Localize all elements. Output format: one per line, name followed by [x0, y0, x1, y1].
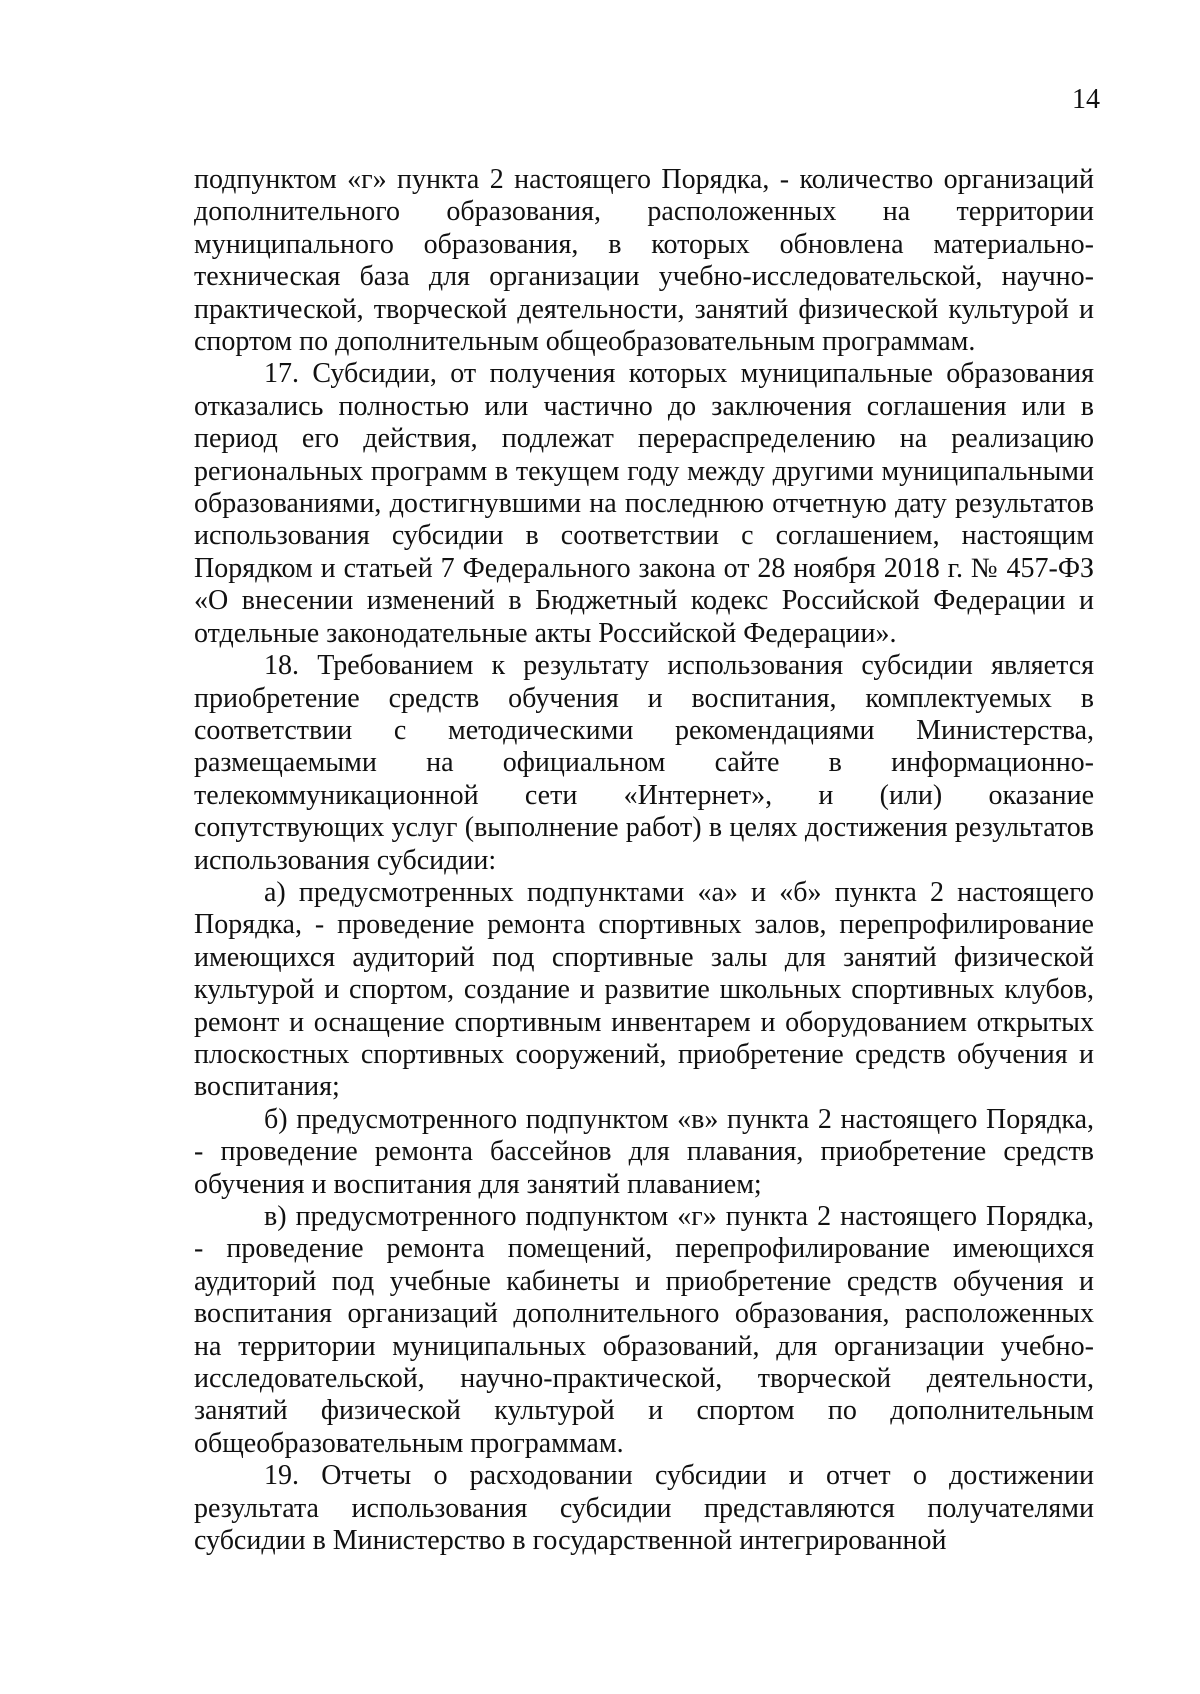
- document-body: [194, 164, 1094, 1557]
- paragraph-18: 18. Требованием к результату использования субсидии является приобретение средств обучения и воспитания, комплектуемых в соответствии с методическими рекомендациями Министерства, размещаемыми на официальном сайте в информационно-телекоммуникационной сети «Интернет», и (или) оказание сопутствующих услуг (выполнение работ) в целях достижения результатов использования субсидии:: [194, 650, 1094, 876]
- paragraph-continuation: подпунктом «г» пункта 2 настоящего Порядка, - количество организаций дополнительного образования, расположенных на территории муниципального образования, в которых обновлена материально-техническая база для организации учебно-исследовательской, научно-практической, творческой деятельности, занятий физической культурой и спортом по дополнительным общеобразовательным программам.: [194, 164, 1094, 358]
- paragraph-18-item-b: б) предусмотренного подпунктом «в» пункта 2 настоящего Порядка, - проведение ремонта бассейнов для плавания, приобретение средств обучения и воспитания для занятий плаванием;: [194, 1103, 1094, 1200]
- paragraph-19: 19. Отчеты о расходовании субсидии и отчет о достижении результата использования субсидии представляются получателями субсидии в Министерство в государственной интегрированной: [194, 1460, 1094, 1557]
- paragraph-18-item-v: в) предусмотренного подпунктом «г» пункта 2 настоящего Порядка, - проведение ремонта помещений, перепрофилирование имеющихся аудиторий под учебные кабинеты и приобретение средств обучения и воспитания организаций дополнительного образования, расположенных на территории муниципальных образований, для организации учебно-исследовательской, научно-практической, творческой деятельности, занятий физической культурой и спортом по дополнительным общеобразовательным программам.: [194, 1201, 1094, 1459]
- paragraph-17: 17. Субсидии, от получения которых муниципальные образования отказались полностью или частично до заключения соглашения или в период его действия, подлежат перераспределению на реализацию региональных программ в текущем году между другими муниципальными образованиями, достигнувшими на последнюю отчетную дату результатов использования субсидии в соответствии с соглашением, настоящим Порядком и статьей 7 Федерального закона от 28 ноября 2018 г. № 457-ФЗ «О внесении изменений в Бюджетный кодекс Российской Федерации и отдельные законодательные акты Российской Федерации».: [194, 358, 1094, 649]
- page-number: 14: [1072, 84, 1100, 115]
- paragraph-18-item-a: а) предусмотренных подпунктами «а» и «б» пункта 2 настоящего Порядка, - проведение ремонта спортивных залов, перепрофилирование имеющихся аудиторий под спортивные залы для занятий физической культурой и спортом, создание и развитие школьных спортивных клубов, ремонт и оснащение спортивным инвентарем и оборудованием открытых плоскостных спортивных сооружений, приобретение средств обучения и воспитания;: [194, 876, 1094, 1103]
